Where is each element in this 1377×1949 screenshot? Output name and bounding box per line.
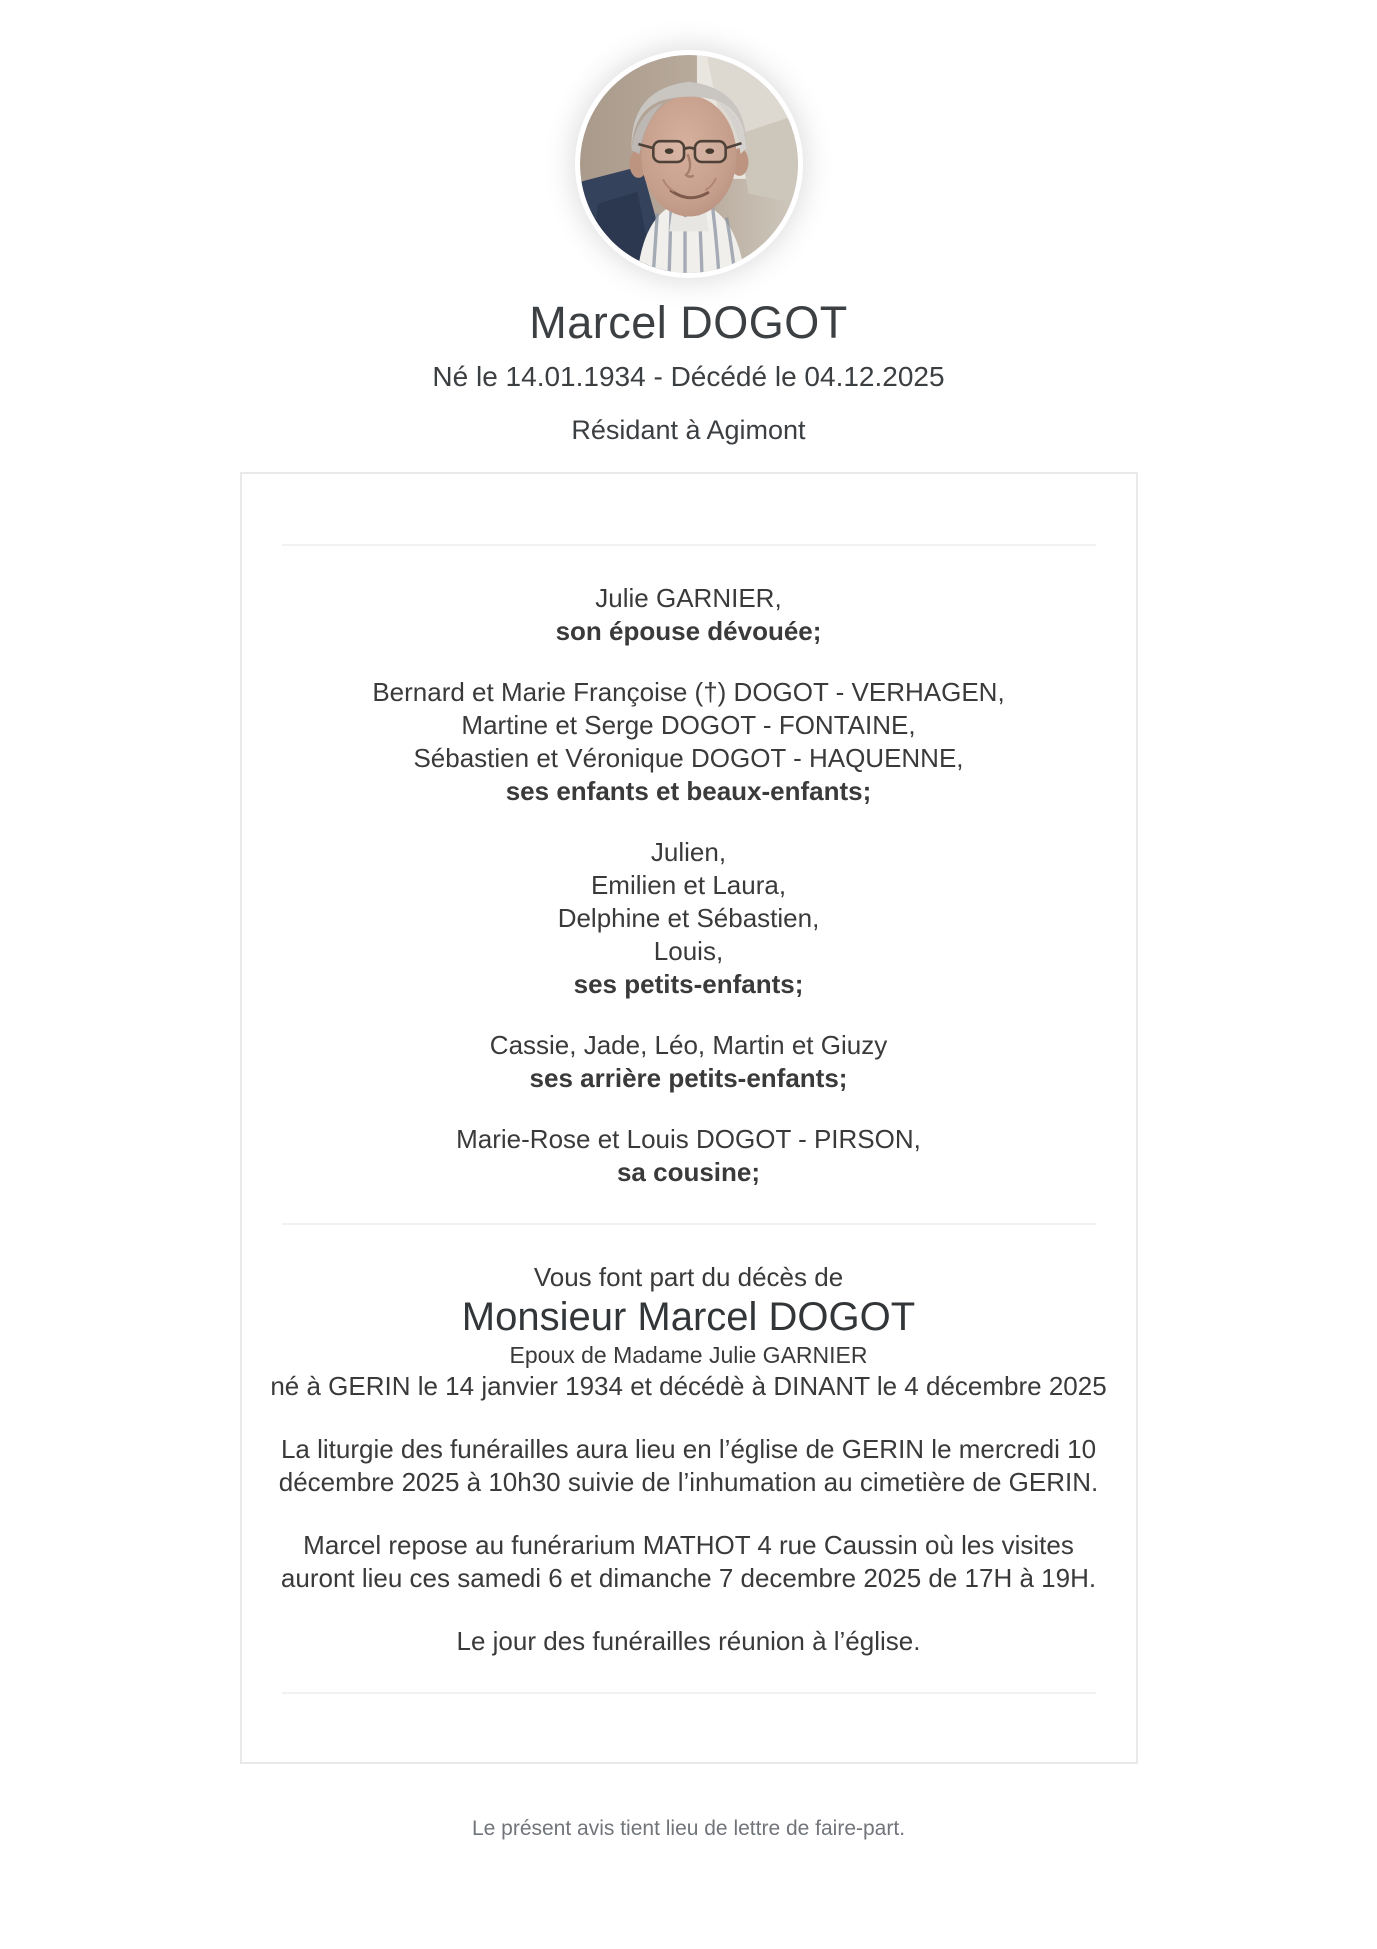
family-line: Julie GARNIER, [595,583,782,613]
obituary-card [240,472,1138,1764]
death-announcement [242,1261,1136,1658]
deceased-name: Marcel DOGOT [529,297,848,348]
family-group-spouse [242,582,1136,648]
family-line: Bernard et Marie Françoise (†) DOGOT - VERHAGEN, [372,677,1005,707]
family-group-children [242,676,1136,808]
funeral-day-paragraph: Le jour des funérailles réunion à l’église. [456,1626,921,1656]
funerarium-visits-paragraph: Marcel repose au funérarium MATHOT 4 rue Caussin où les visites auront lieu ces samedi 6 et dimanche 7 decembre 2025 de 17H à 19H. [280,1530,1097,1593]
birth-death-dates: Né le 14.01.1934 - Décédé le 04.12.2025 [432,361,945,392]
family-group-grandchildren [242,836,1136,1001]
birth-death-detail-line: né à GERIN le 14 janvier 1934 et décédè à DINANT le 4 décembre 2025 [270,1371,1107,1401]
funeral-liturgy-paragraph: La liturgie des funérailles aura lieu en l’église de GERIN le mercredi 10 décembre 2025 à 10h30 suivie de l’inhumation au cimetière de GERIN. [278,1434,1099,1497]
portrait-photo-illustration [580,55,798,273]
family-group-great-grandchildren [242,1029,1136,1095]
family-line: Julien, [650,837,727,867]
page-footer [0,1816,1377,1841]
family-line: Sébastien et Véronique DOGOT - HAQUENNE, [413,743,964,773]
spouse-line: Epoux de Madame Julie GARNIER [509,1342,868,1368]
family-relation-label: ses petits-enfants; [573,969,804,999]
family-relation-label: sa cousine; [616,1157,761,1187]
announcement-intro: Vous font part du décès de [533,1262,844,1292]
family-line: Emilien et Laura, [590,870,787,900]
announcement-deceased-name: Monsieur Marcel DOGOT [461,1295,916,1339]
family-line: Martine et Serge DOGOT - FONTAINE, [461,710,916,740]
legal-notice: Le présent avis tient lieu de lettre de faire-part. [471,1817,906,1840]
divider-middle [282,1223,1096,1225]
family-line: Cassie, Jade, Léo, Martin et Giuzy [489,1030,888,1060]
residence-line: Résidant à Agimont [571,415,806,445]
divider-bottom [282,1692,1096,1694]
family-line: Louis, [653,936,724,966]
portrait-photo [580,55,798,273]
family-line: Delphine et Sébastien, [557,903,820,933]
family-relation-label: ses enfants et beaux-enfants; [505,776,872,806]
family-relation-label: son épouse dévouée; [555,616,822,646]
divider-top [282,544,1096,546]
family-relation-label: ses arrière petits-enfants; [529,1063,848,1093]
family-list [242,582,1136,1189]
family-group-cousin [242,1123,1136,1189]
family-line: Marie-Rose et Louis DOGOT - PIRSON, [456,1124,921,1154]
